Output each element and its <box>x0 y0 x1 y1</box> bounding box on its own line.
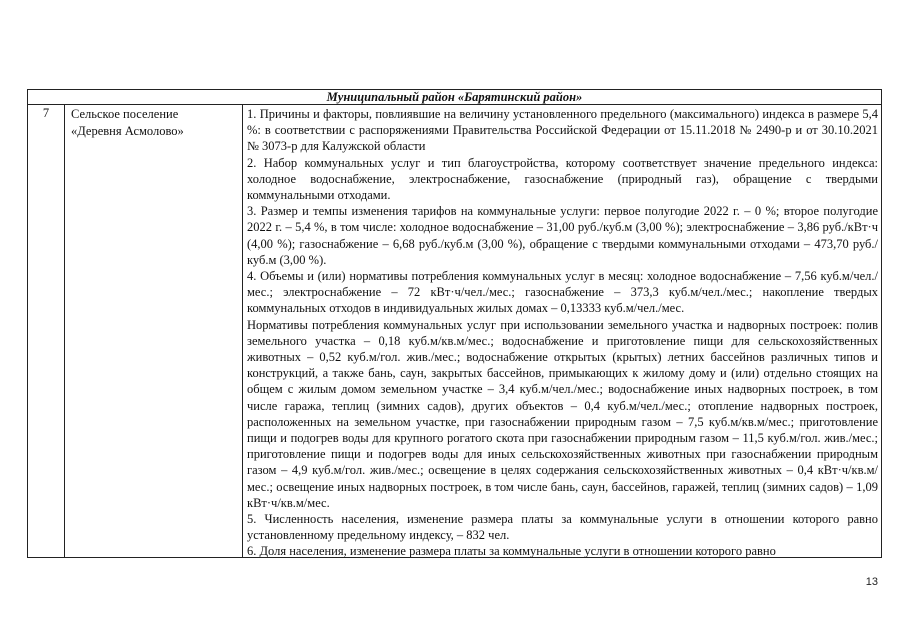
district-header-row <box>28 90 882 105</box>
paragraph-volumes: 4. Объемы и (или) нормативы потребления коммунальных услуг в месяц: холодное водоснабжение – 7,56 куб.м/чел./мес.; электроснабжение – 72 кВт·ч/чел./мес.; газоснабжение – 373,3 куб.м/чел./мес.; накопление твердых коммунальных отходов в индивидуальных жилых домах – 0,13333 куб.м/чел./мес. <box>247 269 878 316</box>
page-number: 13 <box>865 576 878 588</box>
paragraph-services-set: 2. Набор коммунальных услуг и тип благоустройства, которому соответствует значение предельного индекса: холодное водоснабжение, электроснабжение, газоснабжение (природный газ), обращение с твердыми коммунальными отходами. <box>247 155 878 203</box>
settlement-name-line1: Сельское поселение <box>71 107 179 121</box>
tariff-table <box>27 89 882 558</box>
table-row <box>28 105 882 558</box>
district-header: Муниципальный район «Барятинский район» <box>28 90 882 105</box>
row-number: 7 <box>28 105 65 558</box>
settlement-name <box>65 105 243 558</box>
settlement-name-line2: «Деревня Асмолово» <box>71 123 184 138</box>
paragraph-population: 5. Численность населения, изменение размера платы за коммунальные услуги в отношении которого равно установленному предельному индексу, – 832 чел. <box>247 512 878 543</box>
paragraph-reasons: 1. Причины и факторы, повлиявшие на величину установленного предельного (максимального) индекса в размере 5,4 %: в соответствии с распоряжениями Правительства Российской Федерации от 15.11.2018 № 2490-р и от 30.10.2021 № 3073-р для Калужской области <box>247 107 878 154</box>
paragraph-norms: Нормативы потребления коммунальных услуг при использовании земельного участка и надворных построек: полив земельного участка – 0,18 куб.м/кв.м/мес.; водоснабжение и приготовление пищи для сельскохозяйственных животных – 0,52 куб.м/гол. жив./мес.; водоснабжение открытых (крытых) летних бассейнов различных типов и конструкций, а также бань, саун, закрытых бассейнов, примыкающих к жилому дому и (или) отдельно стоящих на общем с жилым домом земельном участке – 3,4 куб.м/чел./мес.; водоснабжение иных надворных построек, в том числе гаража, теплиц (зимних садов), других объектов – 0,4 куб.м/чел./мес.; отопление надворных построек, расположенных на земельном участке, при газоснабжении природным газом – 7,5 куб.м/кв.м/мес.; приготовление пищи и подогрев воды для крупного рогатого скота при газоснабжении природным газом – 11,5 куб.м/гол. жив./мес.; приготовление пищи и подогрев воды для иных сельскохозяйственных животных при газоснабжении природным газом – 4,9 куб.м/гол. жив./мес.; освещение в целях содержания сельскохозяйственных животных – 0,4 кВт·ч/кв.м/мес.; освещение иных надворных построек, в том числе бань, саун, бассейнов, гаражей, теплиц (зимних садов) – 1,09 кВт·ч/кв.м/мес. <box>247 317 878 510</box>
paragraph-tariffs: 3. Размер и темпы изменения тарифов на коммунальные услуги: первое полугодие 2022 г. – 0 %; второе полугодие 2022 г. – 5,4 %, в том числе: холодное водоснабжение – 31,00 руб./куб.м (3,00 %); электроснабжение – 3,86 руб./кВт·ч (4,00 %); газоснабжение – 6,68 руб./куб.м (3,00 %), обращение с твердыми коммунальными отходами – 473,70 руб./куб.м (3,00 %). <box>247 204 878 267</box>
tariff-details <box>243 105 882 558</box>
paragraph-population-share: 6. Доля населения, изменение размера платы за коммунальные услуги в отношении которого равно <box>247 544 776 558</box>
